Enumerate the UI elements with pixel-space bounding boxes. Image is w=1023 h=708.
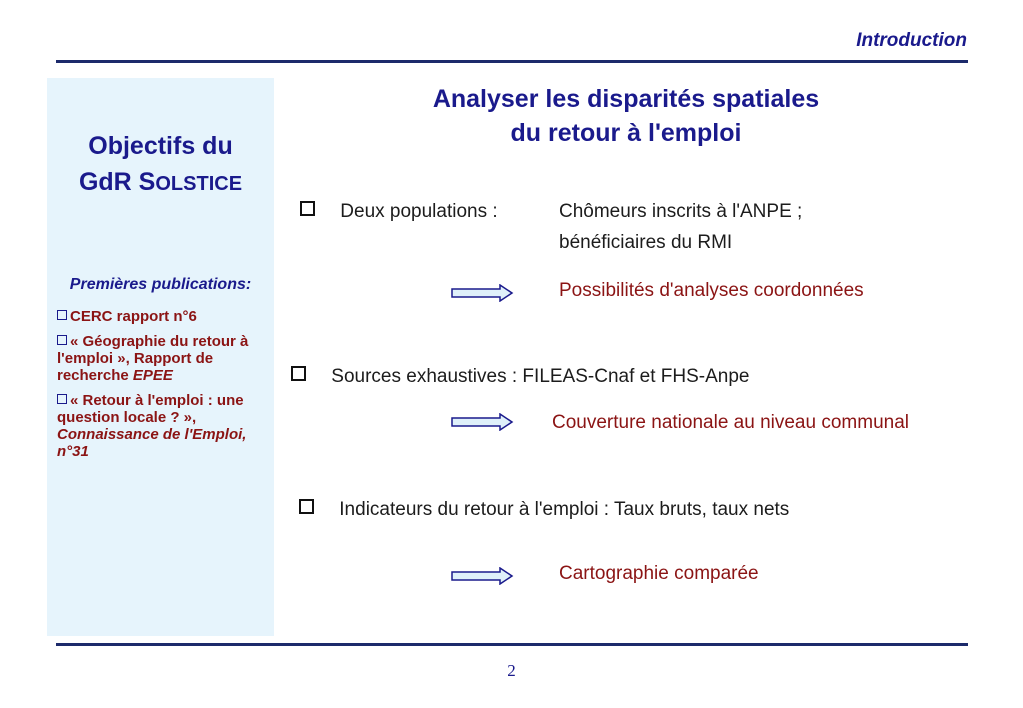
sidebar-panel xyxy=(47,78,274,636)
page-number: 2 xyxy=(507,661,516,680)
checkbox-bullet-icon xyxy=(57,335,67,345)
result-national-coverage: Couverture nationale au niveau communal xyxy=(552,412,909,433)
sidebar-title-line2: GdR SOLSTICE xyxy=(78,168,243,196)
sidebar-title xyxy=(47,128,274,202)
checkbox-bullet-icon xyxy=(300,201,315,216)
publications-heading: Premières publications: xyxy=(69,276,252,293)
right-arrow-icon xyxy=(450,284,514,302)
checkbox-bullet-icon xyxy=(57,394,67,404)
slide-title: Analyser les disparités spatiales du retour à l'emploi xyxy=(432,85,820,147)
publication-item: « Retour à l'emploi : une question locale ? », Connaissance de l'Emploi, n°31 xyxy=(57,392,247,460)
checkbox-bullet-icon xyxy=(57,310,67,320)
sidebar-title-line1: Objectifs du xyxy=(88,132,233,160)
bullet-sources: Sources exhaustives : FILEAS-Cnaf et FHS-Anpe xyxy=(291,366,749,388)
checkbox-bullet-icon xyxy=(299,499,314,514)
publication-item: CERC rapport n°6 xyxy=(57,308,269,325)
result-compared-cartography: Cartographie comparée xyxy=(559,563,759,584)
checkbox-bullet-icon xyxy=(291,366,306,381)
bottom-divider xyxy=(56,643,968,646)
publications-list xyxy=(57,308,269,468)
section-title: Introduction xyxy=(856,30,967,51)
top-divider xyxy=(56,60,968,63)
bullet-indicators: Indicateurs du retour à l'emploi : Taux bruts, taux nets xyxy=(299,499,789,521)
right-arrow-icon xyxy=(450,413,514,431)
bullet-populations: Deux populations : xyxy=(300,201,498,223)
right-arrow-icon xyxy=(450,567,514,585)
populations-value-1: Chômeurs inscrits à l'ANPE ; xyxy=(559,201,803,222)
populations-value-2: bénéficiaires du RMI xyxy=(559,232,733,253)
result-coordinated-analyses: Possibilités d'analyses coordonnées xyxy=(559,280,864,301)
publication-item: « Géographie du retour à l'emploi », Rapport de recherche EPEE xyxy=(57,333,249,384)
